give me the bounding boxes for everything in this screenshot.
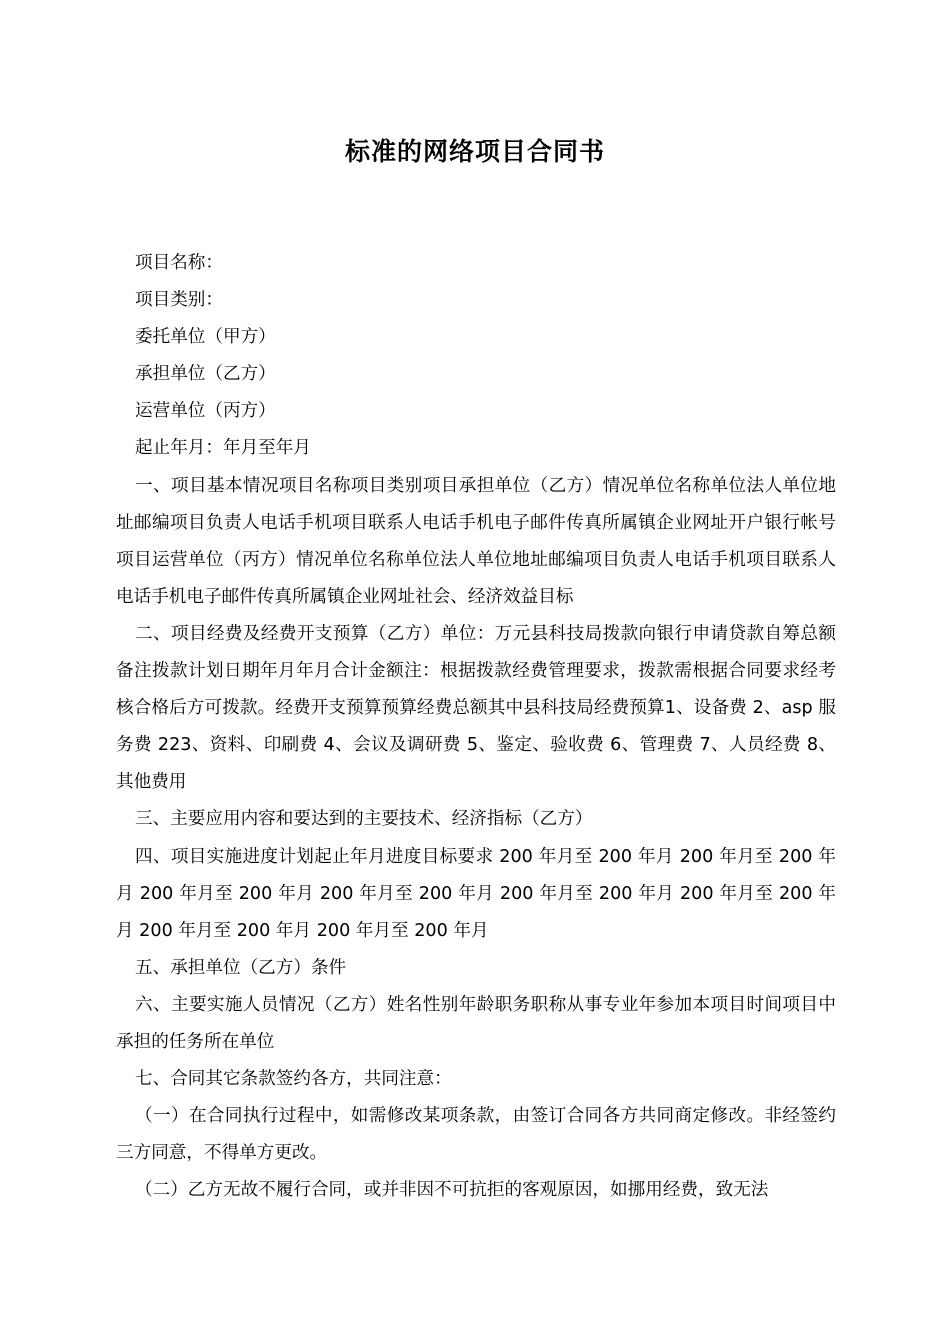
document-title: 标准的网络项目合同书 — [344, 137, 605, 166]
paragraph-party-c: 运营单位（丙方） — [135, 401, 276, 422]
paragraph-section-6: 六、主要实施人员情况（乙方）姓名性别年龄职务职称从事专业年参加本项目时间项目中承担的任务所在单位 — [116, 994, 836, 1052]
paragraph-party-b: 承担单位（乙方） — [135, 364, 276, 385]
paragraph-section-3: 三、主要应用内容和要达到的主要技术、经济指标（乙方） — [135, 809, 593, 830]
paragraph-section-5: 五、承担单位（乙方）条件 — [135, 957, 347, 978]
paragraph-section-1: 一、项目基本情况项目名称项目类别项目承担单位（乙方）情况单位名称单位法人单位地址邮编项目负责人电话手机项目联系人电话手机电子邮件传真所属镇企业网址开户银行帐号项目运营单位（丙方）情况单位名称单位法人单位地址邮编项目负责人电话手机项目联系人电话手机电子邮件传真所属镇企业网址社会、经济效益目标 — [116, 475, 836, 607]
paragraph-project-name: 项目名称： — [135, 253, 223, 273]
paragraph-period: 起止年月：年月至年月 — [135, 438, 311, 459]
paragraph-section-4: 四、项目实施进度计划起止年月进度目标要求 200 年月至 200 年月 200 年月至 200 年月 200 年月至 200 年月 200 年月至 200 年月 200 年月至 200 年月 200 年月至 200 年月 200 年月至 200 年月 200 年月至 200 年月 — [116, 846, 836, 941]
paragraph-section-2: 二、项目经费及经费开支预算（乙方）单位：万元县科技局拨款向银行申请贷款自筹总额备注拨款计划日期年月年月合计金额注：根据拨款经费管理要求，拨款需根据合同要求经考核合格后方可拨款。经费开支预算预算经费总额其中县科技局经费预算1、设备费 2、asp 服务费 223、资料、印刷费 4、会议及调研费 5、鉴定、验收费 6、管理费 7、人员经费 8、其他费用 — [116, 623, 836, 793]
paragraph-project-category: 项目类别： — [135, 290, 223, 311]
paragraph-section-7: 七、合同其它条款签约各方，共同注意： — [135, 1069, 452, 1090]
paragraph-party-a: 委托单位（甲方） — [135, 327, 276, 348]
paragraph-clause-1: （一）在合同执行过程中，如需修改某项条款，由签订合同各方共同商定修改。非经签约三方同意，不得单方更改。 — [116, 1106, 836, 1164]
paragraph-clause-2: （二）乙方无故不履行合同，或并非因不可抗拒的客观原因，如挪用经费，致无法 — [135, 1180, 769, 1201]
document-body — [116, 245, 836, 1209]
